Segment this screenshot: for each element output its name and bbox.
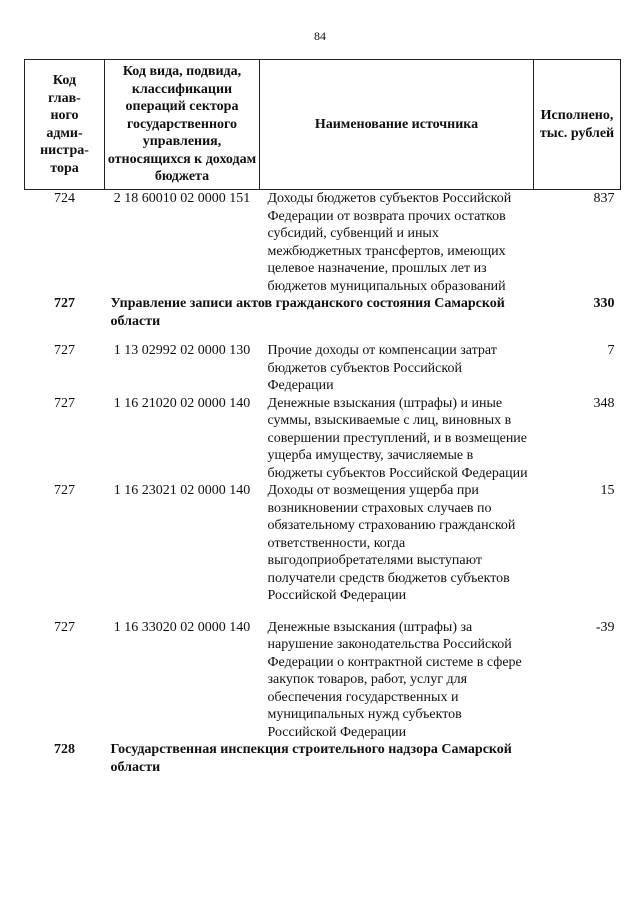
header-admin-code: Код глав- ного адми- нистра- тора: [25, 60, 105, 190]
section-name-cell: Управление записи актов гражданского состояния Самарской области: [110, 296, 505, 329]
amount-cell: 330: [593, 296, 615, 311]
admin-code-cell: 727: [54, 296, 75, 311]
source-name-cell: Денежные взыскания (штрафы) за нарушение законодательства Российской Федерации о контрактной системе в сфере закупок товаров, работ, услуг для обеспечения государственных и муниципальных нужд субъектов Российской Федерации: [267, 619, 522, 740]
admin-code-cell: 727: [54, 343, 75, 358]
classification-code-cell: 1 16 23021 02 0000 140: [113, 483, 251, 498]
admin-code-cell: 727: [54, 619, 75, 635]
header-source-name: Наименование источника: [260, 60, 534, 190]
amount-cell: -39: [595, 619, 615, 635]
table-row: [25, 395, 621, 483]
classification-code-cell: 1 16 21020 02 0000 140: [113, 395, 251, 411]
revenue-table: [24, 59, 621, 776]
table-row: [25, 342, 621, 395]
source-name-cell: Прочие доходы от компенсации затрат бюджетов субъектов Российской Федерации: [267, 343, 497, 393]
header-amount: Исполнено, тыс. рублей: [534, 60, 621, 190]
section-name-cell: Государственная инспекция строительного надзора Самарской области: [110, 742, 512, 775]
table-body: [25, 190, 621, 777]
amount-cell: 7: [607, 343, 615, 358]
source-name-cell: Денежные взыскания (штрафы) и иные суммы, взыскиваемые с лиц, виновных в совершении преступлений, и в возмещение ущерба имуществу, зачисляемые в бюджеты субъектов Российской Федерации: [267, 395, 528, 481]
section-row: [25, 295, 621, 330]
table-row: [25, 190, 621, 296]
amount-cell: 837: [593, 191, 615, 206]
header-classification-code: Код вида, подвида, классификации операций сектора государственного управления, относящихся к доходам бюджета: [105, 60, 260, 190]
source-name-cell: Доходы бюджетов субъектов Российской Федерации от возврата прочих остатков субсидий, субвенций и иных межбюджетных трансфертов, имеющих целевое назначение, прошлых лет из бюджетов муниципальных образований: [267, 191, 512, 294]
amount-cell: 348: [593, 395, 615, 411]
section-row: [25, 741, 621, 776]
amount-cell: 15: [600, 483, 615, 498]
admin-code-cell: 724: [54, 191, 75, 206]
amount-cell: [534, 741, 621, 776]
page-number: 84: [314, 29, 326, 43]
classification-code-cell: 1 13 02992 02 0000 130: [113, 343, 251, 358]
table-row: [25, 619, 621, 742]
table-header: [25, 60, 621, 190]
source-name-cell: Доходы от возмещения ущерба при возникновении страховых случаев по обязательному страхованию гражданской ответственности, когда выгодоприобретателями выступают получатели средств бюджетов субъектов Российской Федерации: [267, 483, 516, 603]
admin-code-cell: 727: [54, 395, 75, 411]
classification-code-cell: 2 18 60010 02 0000 151: [113, 191, 251, 206]
admin-code-cell: 727: [54, 483, 75, 498]
admin-code-cell: 728: [54, 742, 75, 757]
classification-code-cell: 1 16 33020 02 0000 140: [113, 619, 251, 635]
table-row: [25, 482, 621, 605]
